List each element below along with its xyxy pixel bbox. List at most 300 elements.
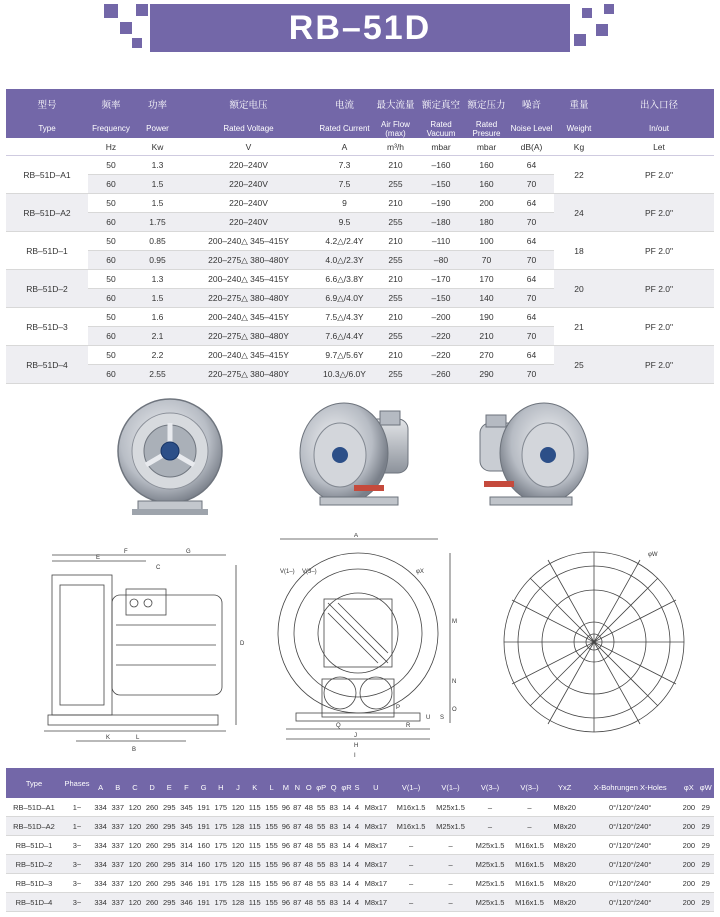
dims-cell: M8x20 (549, 817, 580, 836)
model-type-cell: RB–51D–A1 (6, 156, 88, 194)
spec-cell: 270 (464, 346, 509, 365)
dims-header-col: φP (314, 776, 328, 798)
spec-unit: dB(A) (509, 138, 554, 156)
spec-header-en: Air Flow (max) (373, 121, 418, 138)
dims-header-col: H (212, 776, 229, 798)
dim-label: φX (416, 569, 424, 575)
spec-unit: mbar (464, 138, 509, 156)
dims-cell: 29 (697, 855, 714, 874)
dims-cell: RB–51D–3 (6, 874, 62, 893)
spec-cell: 1.5 (134, 289, 181, 308)
decor-square (120, 22, 132, 34)
dims-header-col: D (144, 776, 161, 798)
dims-cell: – (391, 893, 430, 912)
dims-cell: 155 (263, 855, 280, 874)
dims-cell: 14 (339, 893, 353, 912)
decor-square (604, 4, 614, 14)
dims-header-col: C (126, 776, 143, 798)
spec-header-en: Type (6, 121, 88, 138)
dims-cell: 48 (303, 855, 314, 874)
dims-cell: 55 (314, 855, 328, 874)
dims-header-col: φX (680, 776, 697, 798)
dims-header-col: X-Bohrungen X-Holes (580, 776, 680, 798)
inout-cell: PF 2.0" (604, 308, 714, 346)
spec-header-en: Rated Vacuum (418, 121, 464, 138)
dim-label: D (240, 641, 245, 647)
spec-cell: 7.5△/4.3Y (316, 308, 373, 327)
dims-cell: 29 (697, 798, 714, 817)
dims-cell: 0°/120°/240° (580, 893, 680, 912)
spec-cell: 200 (464, 194, 509, 213)
spec-cell: 70 (509, 213, 554, 232)
spec-table (6, 89, 714, 384)
dim-label: P (396, 705, 401, 711)
decor-square (574, 34, 586, 46)
spec-cell: 1.6 (134, 308, 181, 327)
dims-cell: 115 (247, 874, 263, 893)
dims-header-col: Q (328, 776, 339, 798)
spec-cell: 64 (509, 232, 554, 251)
spec-cell: 210 (464, 327, 509, 346)
dims-header-col: V(1–) (391, 776, 430, 798)
dims-cell: 96 (280, 893, 291, 912)
table-row (6, 346, 714, 365)
dims-cell: 191 (195, 874, 212, 893)
dims-cell: 191 (195, 817, 212, 836)
blower-photo-rear (474, 393, 594, 521)
dims-cell: 83 (328, 874, 339, 893)
model-type-cell: RB–51D–1 (6, 232, 88, 270)
model-type-cell: RB–51D–4 (6, 346, 88, 384)
spec-cell: 1.5 (134, 194, 181, 213)
dims-cell: 55 (314, 893, 328, 912)
spec-unit: V (181, 138, 316, 156)
dims-cell: 155 (263, 817, 280, 836)
spec-cell: 210 (373, 270, 418, 289)
weight-cell: 22 (554, 156, 604, 194)
dims-cell: 160 (195, 836, 212, 855)
dims-cell: 4 (354, 817, 361, 836)
spec-cell: 64 (509, 346, 554, 365)
dims-cell: 4 (354, 874, 361, 893)
dims-cell: 96 (280, 836, 291, 855)
model-type-cell: RB–51D–A2 (6, 194, 88, 232)
spec-header-cn: 额定电压 (181, 89, 316, 121)
dims-cell: RB–51D–A1 (6, 798, 62, 817)
spec-cell: 220–275△ 380–480Y (181, 251, 316, 270)
blower-photo-front (110, 393, 230, 521)
dims-cell: M8x17 (360, 836, 391, 855)
dim-label: C (156, 565, 161, 571)
dims-cell: 260 (144, 798, 161, 817)
dims-cell: M8x17 (360, 893, 391, 912)
spec-header-cn: 电流 (316, 89, 373, 121)
dims-cell: 337 (109, 893, 126, 912)
dims-cell: 334 (92, 798, 109, 817)
dims-header-col: V(3–) (470, 776, 509, 798)
spec-cell: 64 (509, 194, 554, 213)
spec-cell: 220–275△ 380–480Y (181, 289, 316, 308)
dims-cell: RB–51D–1 (6, 836, 62, 855)
dims-cell: – (510, 817, 549, 836)
dims-cell: 260 (144, 836, 161, 855)
spec-cell: 220–240V (181, 194, 316, 213)
spec-cell: 70 (464, 251, 509, 270)
dims-cell: 175 (212, 836, 229, 855)
dims-cell: 200 (680, 817, 697, 836)
dims-cell: 115 (247, 836, 263, 855)
dims-cell: 160 (195, 855, 212, 874)
dim-label: M (452, 619, 457, 625)
dims-cell: 48 (303, 798, 314, 817)
dims-cell: 96 (280, 817, 291, 836)
dims-cell: 175 (212, 855, 229, 874)
table-row (6, 270, 714, 289)
dims-cell: 128 (229, 874, 246, 893)
spec-cell: –170 (418, 270, 464, 289)
spec-cell: –180 (418, 213, 464, 232)
dims-cell: 120 (229, 798, 246, 817)
spec-header-en: In/out (604, 121, 714, 138)
dims-cell: 29 (697, 836, 714, 855)
spec-cell: 4.2△/2.4Y (316, 232, 373, 251)
spec-cell: 50 (88, 270, 134, 289)
spec-unit: m³/h (373, 138, 418, 156)
dims-cell: M16x1.5 (391, 817, 430, 836)
dims-cell: – (431, 855, 470, 874)
dims-cell: – (470, 817, 509, 836)
table-row (6, 855, 714, 874)
spec-unit: Kg (554, 138, 604, 156)
weight-cell: 25 (554, 346, 604, 384)
dims-cell: 120 (126, 836, 143, 855)
spec-cell: 220–275△ 380–480Y (181, 365, 316, 384)
dims-cell: 260 (144, 817, 161, 836)
dims-cell: 346 (178, 874, 195, 893)
dims-cell: 14 (339, 798, 353, 817)
dims-cell: 128 (229, 817, 246, 836)
spec-cell: 140 (464, 289, 509, 308)
dims-cell: 260 (144, 855, 161, 874)
spec-cell: 60 (88, 327, 134, 346)
spec-cell: 70 (509, 251, 554, 270)
dims-cell: M8x17 (360, 855, 391, 874)
spec-cell: 2.55 (134, 365, 181, 384)
dims-cell: 120 (126, 855, 143, 874)
dims-cell: 0°/120°/240° (580, 817, 680, 836)
dims-cell: 3~ (62, 836, 92, 855)
dims-header-col: φW (697, 776, 714, 798)
spec-cell: –150 (418, 289, 464, 308)
dims-cell: 155 (263, 874, 280, 893)
dim-label: U (426, 715, 431, 721)
table-row (6, 308, 714, 327)
dims-cell: M16x1.5 (510, 874, 549, 893)
dims-cell: 295 (161, 817, 178, 836)
dims-cell: – (391, 855, 430, 874)
spec-cell: 0.95 (134, 251, 181, 270)
dims-cell: 0°/120°/240° (580, 798, 680, 817)
spec-header-en: Weight (554, 121, 604, 138)
dims-cell: 295 (161, 836, 178, 855)
dims-cell: 314 (178, 855, 195, 874)
dims-cell: 4 (354, 836, 361, 855)
inout-cell: PF 2.0" (604, 346, 714, 384)
table-row (6, 874, 714, 893)
dims-cell: 96 (280, 874, 291, 893)
dims-cell: 345 (178, 817, 195, 836)
spec-cell: –200 (418, 308, 464, 327)
dims-cell: 14 (339, 855, 353, 874)
dims-cell: 48 (303, 836, 314, 855)
dims-cell: 55 (314, 836, 328, 855)
spec-cell: 200–240△ 345–415Y (181, 270, 316, 289)
spec-unit: Hz (88, 138, 134, 156)
spec-cell: 210 (373, 308, 418, 327)
dims-cell: 1~ (62, 817, 92, 836)
spec-cell: 9.7△/5.6Y (316, 346, 373, 365)
dims-header-col: F (178, 776, 195, 798)
decor-square (104, 4, 118, 18)
dims-cell: M25x1.5 (470, 874, 509, 893)
table-row (6, 893, 714, 912)
dims-header-col: L (263, 776, 280, 798)
table-row (6, 836, 714, 855)
decor-square (596, 24, 608, 36)
spec-cell: 60 (88, 251, 134, 270)
dim-label: J (354, 733, 357, 739)
dim-label: A (354, 533, 359, 539)
weight-cell: 20 (554, 270, 604, 308)
spec-cell: 220–240V (181, 213, 316, 232)
dims-cell: M8x17 (360, 874, 391, 893)
spec-cell: 7.5 (316, 175, 373, 194)
dim-label: L (136, 735, 140, 741)
dims-cell: M8x17 (360, 817, 391, 836)
dims-cell: 115 (247, 855, 263, 874)
spec-cell: 7.3 (316, 156, 373, 175)
dims-cell: 200 (680, 855, 697, 874)
dims-cell: 191 (195, 798, 212, 817)
dims-cell: 337 (109, 798, 126, 817)
dims-cell: 120 (126, 817, 143, 836)
spec-cell: 64 (509, 270, 554, 289)
inout-cell: PF 2.0" (604, 232, 714, 270)
dims-cell: 0°/120°/240° (580, 836, 680, 855)
dims-cell: 337 (109, 855, 126, 874)
spec-cell: 9 (316, 194, 373, 213)
dims-cell: M8x17 (360, 798, 391, 817)
dims-cell: 334 (92, 874, 109, 893)
dims-cell: – (470, 798, 509, 817)
spec-unit: mbar (418, 138, 464, 156)
dims-header-col: K (247, 776, 263, 798)
dims-cell: 295 (161, 798, 178, 817)
dims-cell: 83 (328, 817, 339, 836)
dims-cell: M25x1.5 (470, 836, 509, 855)
dim-label: N (452, 679, 457, 685)
dims-cell: M16x1.5 (510, 893, 549, 912)
spec-cell: 255 (373, 365, 418, 384)
dim-label: S (440, 715, 445, 721)
spec-cell: 70 (509, 365, 554, 384)
dims-cell: 175 (212, 893, 229, 912)
dims-header-col: M (280, 776, 291, 798)
spec-cell: 1.3 (134, 156, 181, 175)
spec-cell: 255 (373, 213, 418, 232)
spec-cell: 60 (88, 365, 134, 384)
spec-header-en: Noise Level (509, 121, 554, 138)
dims-cell: 14 (339, 817, 353, 836)
dims-header-row (6, 776, 714, 798)
spec-cell: 170 (464, 270, 509, 289)
spec-cell: –110 (418, 232, 464, 251)
dims-cell: 48 (303, 874, 314, 893)
dims-cell: 87 (292, 836, 303, 855)
dims-cell: 120 (229, 855, 246, 874)
dim-label: K (106, 735, 111, 741)
spec-cell: 64 (509, 308, 554, 327)
spec-cell: 50 (88, 194, 134, 213)
dims-cell: 87 (292, 817, 303, 836)
dimensions-table (6, 768, 714, 912)
spec-unit: Kw (134, 138, 181, 156)
decor-square (582, 8, 592, 18)
spec-cell: 255 (373, 289, 418, 308)
dims-cell: 4 (354, 798, 361, 817)
spec-cell: 220–240V (181, 175, 316, 194)
decor-square (136, 4, 148, 16)
inout-cell: PF 2.0" (604, 194, 714, 232)
dim-label: V(3–) (302, 569, 317, 575)
spec-cell: 60 (88, 289, 134, 308)
dims-header-row (6, 768, 714, 776)
spec-cell: 70 (509, 327, 554, 346)
weight-cell: 18 (554, 232, 604, 270)
dims-cell: 83 (328, 855, 339, 874)
dims-header-col: B (109, 776, 126, 798)
side-view-drawing (36, 545, 256, 755)
dims-header-col: S (354, 776, 361, 798)
inout-cell: PF 2.0" (604, 270, 714, 308)
dims-cell: 29 (697, 817, 714, 836)
table-row (6, 156, 714, 175)
spec-cell: 200–240△ 345–415Y (181, 346, 316, 365)
dims-cell: 120 (126, 893, 143, 912)
dims-header-spacer (92, 768, 714, 776)
spec-cell: 70 (509, 289, 554, 308)
spec-header-en: Frequency (88, 121, 134, 138)
dims-cell: – (431, 893, 470, 912)
dims-cell: 87 (292, 798, 303, 817)
spec-header-cn: 最大流量 (373, 89, 418, 121)
dims-header-col: O (303, 776, 314, 798)
dims-cell: M8x20 (549, 855, 580, 874)
dims-cell: M25x1.5 (431, 817, 470, 836)
dims-header-col: YxZ (549, 776, 580, 798)
dims-cell: 155 (263, 893, 280, 912)
spec-cell: 2.1 (134, 327, 181, 346)
spec-header-cn: 额定压力 (464, 89, 509, 121)
dims-cell: 4 (354, 893, 361, 912)
dims-cell: M16x1.5 (510, 855, 549, 874)
dims-cell: 337 (109, 874, 126, 893)
dims-cell: 337 (109, 836, 126, 855)
dims-header-col: V(1–) (431, 776, 470, 798)
dims-cell: RB–51D–2 (6, 855, 62, 874)
dims-cell: 295 (161, 893, 178, 912)
dims-cell: 83 (328, 893, 339, 912)
dims-cell: 4 (354, 855, 361, 874)
model-type-cell: RB–51D–2 (6, 270, 88, 308)
dims-cell: 3~ (62, 874, 92, 893)
dims-cell: 55 (314, 817, 328, 836)
dims-cell: M8x20 (549, 836, 580, 855)
dims-cell: 48 (303, 817, 314, 836)
spec-header-en: Rated Voltage (181, 121, 316, 138)
dims-cell: 334 (92, 817, 109, 836)
spec-cell: 100 (464, 232, 509, 251)
dims-cell: 346 (178, 893, 195, 912)
dims-cell: 334 (92, 893, 109, 912)
spec-cell: 50 (88, 346, 134, 365)
front-view-drawing (266, 533, 462, 759)
spec-cell: 2.2 (134, 346, 181, 365)
spec-cell: 210 (373, 232, 418, 251)
dims-cell: 115 (247, 893, 263, 912)
spec-cell: –220 (418, 327, 464, 346)
dim-label: G (186, 549, 191, 555)
spec-header-en: Power (134, 121, 181, 138)
weight-cell: 24 (554, 194, 604, 232)
dims-cell: RB–51D–4 (6, 893, 62, 912)
spec-cell: 64 (509, 156, 554, 175)
dims-cell: 175 (212, 874, 229, 893)
spec-cell: 4.0△/2.3Y (316, 251, 373, 270)
dim-label: V(1–) (280, 569, 295, 575)
spec-header-cn: 频率 (88, 89, 134, 121)
dims-cell: 55 (314, 874, 328, 893)
spec-cell: –80 (418, 251, 464, 270)
dim-label: φW (648, 552, 658, 558)
spec-header-cn: 额定真空 (418, 89, 464, 121)
decor-square (132, 38, 142, 48)
dims-cell: 87 (292, 893, 303, 912)
dims-cell: 295 (161, 874, 178, 893)
dims-header-col: U (360, 776, 391, 798)
spec-cell: 160 (464, 175, 509, 194)
dims-cell: M8x20 (549, 874, 580, 893)
dims-cell: 14 (339, 836, 353, 855)
spec-header-cn: 噪音 (509, 89, 554, 121)
spec-cell: 255 (373, 175, 418, 194)
dims-cell: 87 (292, 874, 303, 893)
dims-cell: 314 (178, 836, 195, 855)
dims-cell: M16x1.5 (510, 836, 549, 855)
dims-cell: 0°/120°/240° (580, 855, 680, 874)
spec-unit: Let (604, 138, 714, 156)
spec-cell: 1.3 (134, 270, 181, 289)
spec-cell: –190 (418, 194, 464, 213)
dims-header-col: A (92, 776, 109, 798)
table-row (6, 194, 714, 213)
dims-cell: M16x1.5 (391, 798, 430, 817)
dims-cell: 260 (144, 893, 161, 912)
dims-cell: 191 (195, 893, 212, 912)
spec-cell: –220 (418, 346, 464, 365)
dim-label: I (354, 753, 356, 759)
dims-cell: 96 (280, 798, 291, 817)
